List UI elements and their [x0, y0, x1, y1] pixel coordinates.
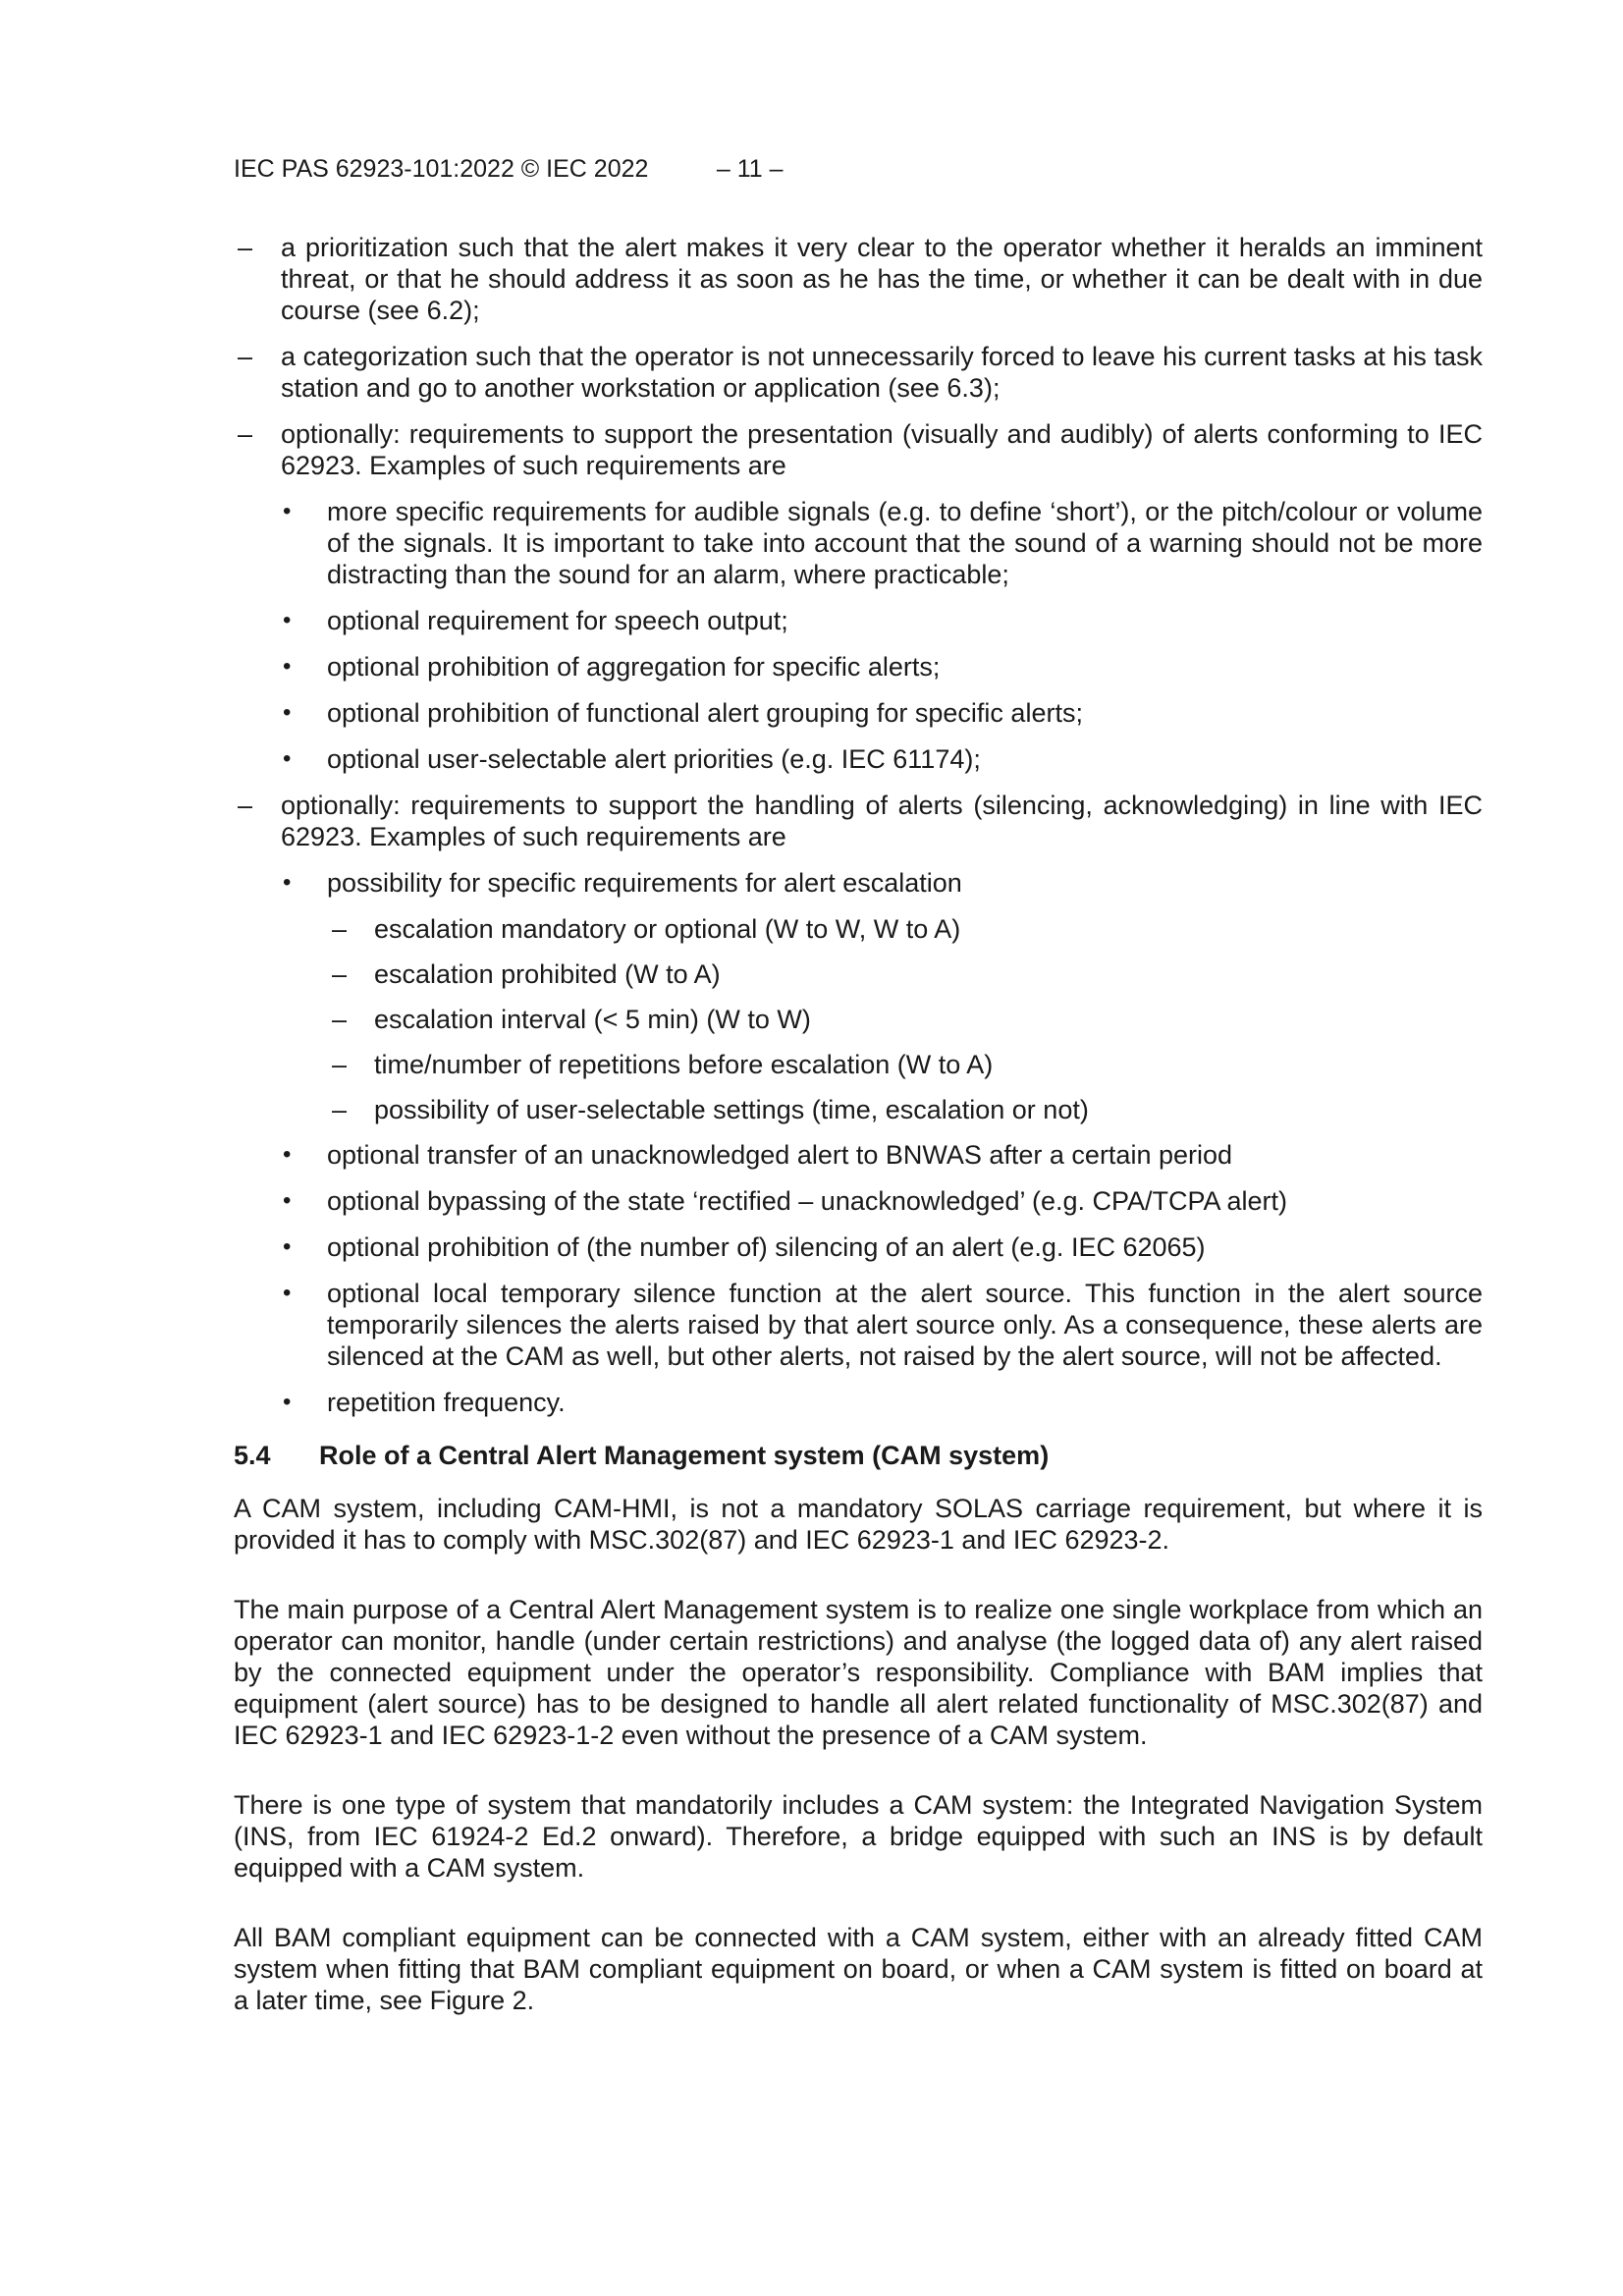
- paragraph: All BAM compliant equipment can be connected with a CAM system, either with an already fitted CAM system when fitting that BAM compliant equipment on board, or when a CAM system is fitted on board at a later time, see Figure 2.: [234, 1923, 1483, 2015]
- list-item-text: optional bypassing of the state ‘rectified – unacknowledged’ (e.g. CPA/TCPA alert): [327, 1186, 1288, 1216]
- list-item-text: possibility for specific requirements for alert escalation: [327, 868, 962, 898]
- dash-marker: –: [238, 791, 253, 820]
- list-item: [234, 790, 1483, 852]
- dash-marker: –: [332, 959, 348, 989]
- list-item-text: optional transfer of an unacknowledged alert to BNWAS after a certain period: [327, 1140, 1233, 1170]
- list-item: [234, 1094, 1483, 1125]
- dash-marker: –: [238, 419, 253, 449]
- list-item: [234, 232, 1483, 326]
- list-item-text: optional prohibition of aggregation for specific alerts;: [327, 652, 941, 682]
- list-item-text: optional prohibition of functional alert grouping for specific alerts;: [327, 698, 1083, 728]
- list-item: [234, 651, 1483, 683]
- list-item-text: escalation interval (< 5 min) (W to W): [374, 1005, 811, 1034]
- list-item-text: optionally: requirements to support the handling of alerts (silencing, acknowledging) in line with IEC 62923. Examples of such requirements are: [281, 791, 1483, 851]
- document-id: IEC PAS 62923-101:2022 © IEC 2022: [234, 155, 649, 183]
- list-item: [234, 605, 1483, 636]
- list-item-text: possibility of user-selectable settings (time, escalation or not): [374, 1095, 1089, 1124]
- list-item: [234, 341, 1483, 404]
- dash-marker: –: [238, 233, 253, 262]
- bullet-marker: •: [283, 498, 292, 524]
- bullet-marker: •: [283, 745, 292, 772]
- page-body: [234, 232, 1483, 2054]
- list-item: [234, 697, 1483, 729]
- list-item: [234, 1185, 1483, 1217]
- bullet-marker: •: [283, 653, 292, 680]
- list-item-text: a categorization such that the operator is not unnecessarily forced to leave his current tasks at his task station and go to another workstation or application (see 6.3);: [281, 342, 1483, 403]
- bullet-marker: •: [283, 869, 292, 896]
- list-item: [234, 1139, 1483, 1171]
- bullet-marker: •: [283, 1389, 292, 1415]
- dash-marker: –: [332, 1050, 348, 1079]
- list-item: [234, 1231, 1483, 1263]
- paragraph: The main purpose of a Central Alert Management system is to realize one single workplace from which an operator can monitor, handle (under certain restrictions) and analyse (the logged data of) any alert raised by the connected equipment under the operator’s responsibility. Compliance with BAM implies that equipment (alert source) has to be designed to handle all alert related functionality of MSC.302(87) and IEC 62923-1 and IEC 62923-1-2 even without the presence of a CAM system.: [234, 1595, 1483, 1750]
- list-item-text: more specific requirements for audible signals (e.g. to define ‘short’), or the pitch/colour or volume of the signals. It is important to take into account that the sound of a warning should not be more distracting than the sound for an alarm, where practicable;: [327, 497, 1483, 589]
- dash-marker: –: [332, 1095, 348, 1124]
- list-item: [234, 743, 1483, 775]
- bullet-marker: •: [283, 1280, 292, 1306]
- paragraph: A CAM system, including CAM-HMI, is not a mandatory SOLAS carriage requirement, but where it is provided it has to comply with MSC.302(87) and IEC 62923-1 and IEC 62923-2.: [234, 1494, 1483, 1555]
- bullet-marker: •: [283, 1141, 292, 1168]
- list-item: [234, 913, 1483, 945]
- list-item-text: optionally: requirements to support the presentation (visually and audibly) of alerts conforming to IEC 62923. Examples of such requirements are: [281, 419, 1483, 480]
- bullet-marker: •: [283, 699, 292, 726]
- list-item-text: escalation prohibited (W to A): [374, 959, 721, 989]
- bullet-marker: •: [283, 1187, 292, 1214]
- list-item-text: repetition frequency.: [327, 1388, 566, 1417]
- list-item: [234, 1049, 1483, 1080]
- section-number: 5.4: [234, 1441, 271, 1470]
- list-item-text: escalation mandatory or optional (W to W, W to A): [374, 914, 961, 944]
- page-number: – 11 –: [716, 155, 784, 183]
- list-item: [234, 496, 1483, 590]
- section-title: Role of a Central Alert Management system (CAM system): [319, 1441, 1050, 1470]
- list-item: [234, 1278, 1483, 1372]
- list-item: [234, 1004, 1483, 1035]
- dash-marker: –: [332, 914, 348, 944]
- list-item: [234, 418, 1483, 481]
- list-item-text: optional requirement for speech output;: [327, 606, 788, 635]
- list-item-text: optional user-selectable alert priorities (e.g. IEC 61174);: [327, 744, 981, 774]
- list-item-text: optional prohibition of (the number of) silencing of an alert (e.g. IEC 62065): [327, 1232, 1206, 1262]
- paragraph: There is one type of system that mandatorily includes a CAM system: the Integrated Navigation System (INS, from IEC 61924-2 Ed.2 onward). Therefore, a bridge equipped with such an INS is by default equipped with a CAM system.: [234, 1790, 1483, 1883]
- list-item-text: optional local temporary silence function at the alert source. This function in the alert source temporarily silences the alerts raised by that alert source only. As a consequence, these alerts are silenced at the CAM as well, but other alerts, not raised by the alert source, will not be affected.: [327, 1279, 1483, 1371]
- bullet-marker: •: [283, 1233, 292, 1260]
- list-item: [234, 1387, 1483, 1418]
- list-item: [234, 958, 1483, 990]
- list-item-text: a prioritization such that the alert makes it very clear to the operator whether it heralds an imminent threat, or that he should address it as soon as he has the time, or whether it can be dealt with in due course (see 6.2);: [281, 233, 1483, 325]
- dash-marker: –: [332, 1005, 348, 1034]
- section-heading: [234, 1440, 1483, 1471]
- dash-marker: –: [238, 342, 253, 371]
- bullet-marker: •: [283, 607, 292, 633]
- list-item-text: time/number of repetitions before escalation (W to A): [374, 1050, 994, 1079]
- list-item: [234, 867, 1483, 899]
- running-header: [234, 155, 784, 184]
